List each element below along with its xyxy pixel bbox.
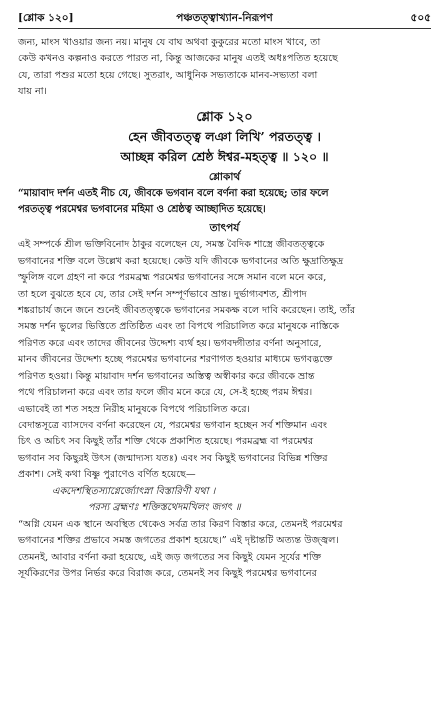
verse-line-2: আচ্ছন্ন করিল শ্রেষ্ঠ ঈশ্বর-মহত্ত্ব ॥ ১২০ ॥ [120,148,329,164]
text-line: বেদান্তসূত্রে ব্যাসদেব বর্ণনা করেছেন যে, পরমেশ্বর ভগবান হচ্ছেন সর্ব শক্তিমান এবং [18,419,327,431]
text-line: সমস্ত দর্শন ভুলের ভিত্তিতে প্রতিষ্ঠিত এবং তা বিপথে পরিচালিত করে মানুষকে নাস্তিকে [18,321,340,333]
text-line: শঙ্করাচার্য জনে জনে শুনেই জীবতত্ত্বকে ভগবানের সমকক্ষ বলে দাবি করেছেন। তাই, তাঁর [18,305,356,317]
text-line: ভগবানের শক্তির প্রভাবে সমস্ত জগতের প্রকাশ হয়েছে।” এই দৃষ্টান্তটি অত্যন্ত উজ্জ্বল। [18,535,339,547]
sanskrit-quote-line-2: পরস্য ব্রহ্মণঃ শক্তিস্তথেদমখিলং জগৎ ॥ [88,502,241,514]
purport-paragraph-2 [18,418,431,484]
header-chapter-title: পঞ্চতত্ত্বাখ্যান-নিরূপণ [176,12,273,24]
text-line: এভাবেই তা শত সহস্র নিরীহ মানুষকে বিপথে পরিচালিত করে। [18,403,250,415]
intro-paragraph [18,35,431,101]
sanskrit-quote-line-1: একদেশস্থিতস্যাগ্নের্জ্যোৎস্না বিস্তারিণী যথা । [52,485,216,497]
header-page-number: ৫০৫ [410,12,431,24]
text-line: পরিণত করে এবং তাদের জীবনের উদ্দেশ্য ব্যর্থ হয়। ভগবদ্গীতার বর্ণনা অনুসারে, [18,337,322,349]
text-line: স্ফুলিঙ্গ বলে গ্রহণ না করে পরমব্রহ্ম পরমেশ্বর ভগবানের সঙ্গে সমান বলে মনে করে, [18,272,327,284]
text-line: ভগবানের শক্তি বলে উল্লেখ করা হয়েছে। কেউ যদি জীবকে ভগবানের অতি ক্ষুদ্রাতিক্ষুদ্র [18,255,344,267]
text-line: তেমনই, আবার বর্ণনা করা হয়েছে, এই জড় জগতের সব কিছুই যেমন সূর্যের শক্তি [18,551,322,563]
text-line: পরতত্ত্ব পরমেশ্বর ভগবানের মহিমা ও শ্রেষ্ঠত্ব আচ্ছাদিত হয়েছে। [18,204,266,216]
header-verse-ref: [শ্লোক ১২০] [18,12,74,24]
text-line: ভগবান সব কিছুরই উৎস (জন্মাদ্যস্য যতঃ) এবং সব কিছুই ভগবানের বিভিন্ন শক্তির [18,452,328,464]
text-line: “অগ্নি যেমন এক স্থানে অবস্থিত থেকেও সর্বত্র তার কিরণ বিস্তার করে, তেমনই পরমেশ্বর [18,518,343,530]
text-line: চিৎ ও অচিৎ সব কিছুই তাঁর শক্তি থেকে প্রকাশিত হয়েছে। পরমব্রহ্ম বা পরমেশ্বর [18,436,314,448]
text-line: পরিণত হওয়া। কিন্তু মায়াবাদ দর্শন ভগবানের অস্তিত্ব অস্বীকার করে জীবকে ভ্রান্ত [18,370,315,382]
purport-title: তাৎপর্য [209,222,240,235]
translation-text [18,186,431,219]
text-line: জন্য, মাংস খাওয়ার জন্য নয়। মানুষ যে বাঘ অথবা কুকুরের মতো মাংস খাবে, তা [18,37,321,48]
text-line: প্রকাশ। সেই কথা বিষ্ণু পুরাণেও বর্ণিত হয়েছে— [18,469,196,481]
page-header [18,6,431,29]
text-line: সূর্যকিরণের উপর নির্ভর করে বিরাজ করে, তেমনই সব কিছুই পরমেশ্বর ভগবানের [18,567,317,579]
text-line: যে, তারা পশুর মতো হয়ে গেছে। সুতরাং, আধুনিক সভ্যতাকে মানব-সভ্যতা বলা [18,69,318,81]
text-line: তা হলে বুঝতে হবে যে, তার সেই দর্শন সম্পূর্ণভাবে ভ্রান্ত। দুর্ভাগ্যবশত, শ্রীপাদ [18,288,307,300]
text-line: যায় না। [18,86,47,98]
text-line: এই সম্পর্কে শ্রীল ভক্তিবিনোদ ঠাকুর বলেছেন যে, সমস্ত বৈদিক শাস্ত্রে জীবতত্ত্বকে [18,239,325,251]
text-line: পথে পরিচালনা করে এবং তার ফলে জীব মনে করে যে, সে-ই হচ্ছে পরম ঈশ্বর। [18,387,313,399]
verse-line-1: হেন জীবতত্ত্ব লঞা লিখি’ পরতত্ত্ব । [128,128,321,144]
text-line: “মায়াবাদ দর্শন এতই নীচ যে, জীবকে ভগবান বলে বর্ণনা করা হয়েছে; তার ফলে [18,187,329,199]
verse-title: শ্লোক ১২০ [196,109,253,125]
text-line: মানব জীবনের উদ্দেশ্য হচ্ছে পরমেশ্বর ভগবানের শরণাগত হওয়ার মাধ্যমে ভগবদ্ভক্তে [18,354,333,366]
purport-paragraph-1 [18,237,431,417]
text-line: কেউ কখনও কল্পনাও করতে পারত না, কিন্তু আজকের মানুষ এতই অধঃপতিত হয়েছে [18,53,338,65]
translation-title: শ্লোকার্থ [208,170,241,183]
purport-paragraph-3 [18,517,431,583]
